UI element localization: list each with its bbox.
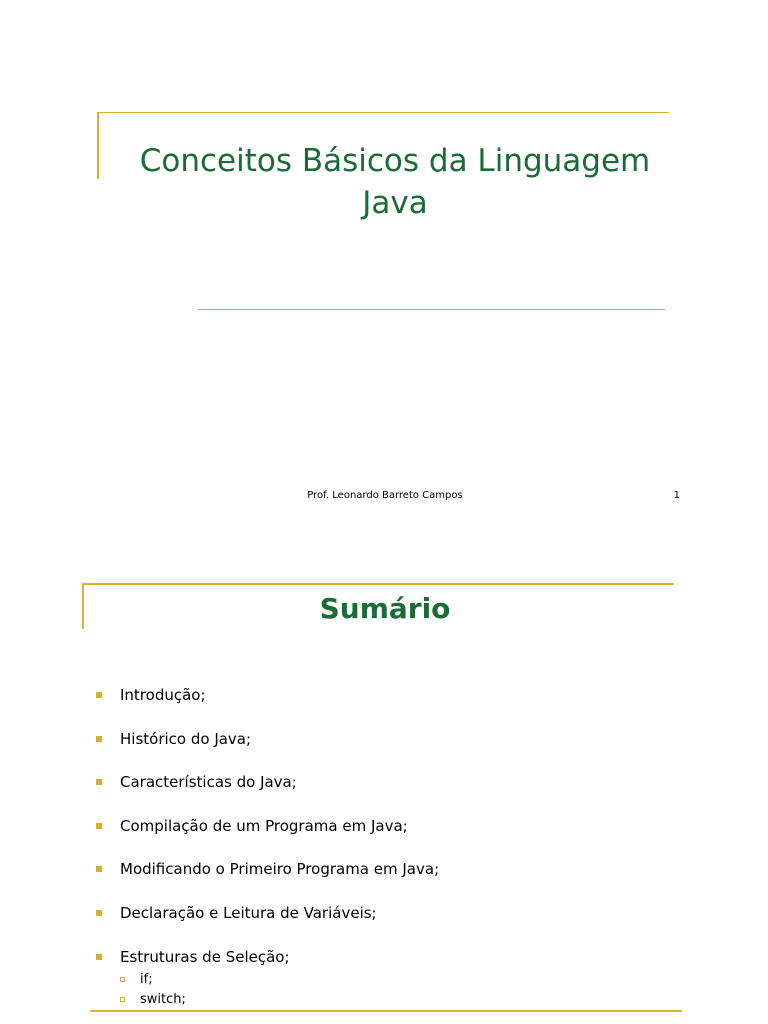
bullet-square-icon	[96, 866, 102, 872]
bullet-square-icon	[96, 910, 102, 916]
top-rule	[97, 112, 669, 113]
bullet-square-icon	[96, 692, 102, 698]
list-item	[96, 856, 439, 900]
slide-title	[100, 140, 690, 224]
list-item	[96, 944, 439, 1010]
sub-list-item-label: switch;	[140, 991, 186, 1007]
list-item	[96, 682, 439, 726]
bullet-square-icon	[96, 779, 102, 785]
top-rule	[82, 583, 674, 585]
bullet-square-icon	[96, 823, 102, 829]
sub-list-item	[120, 990, 439, 1010]
slide-title: Sumário	[319, 592, 451, 625]
page-number: 1	[673, 490, 680, 501]
list-item	[96, 769, 439, 813]
bullet-square-icon	[96, 954, 102, 960]
list-item-label: Características do Java;	[120, 773, 297, 792]
left-rule	[82, 583, 84, 629]
list-item-label: Compilação de um Programa em Java;	[120, 816, 408, 835]
list-item	[96, 900, 439, 944]
sub-list-item-label: if;	[140, 971, 153, 987]
list-item-label: Declaração e Leitura de Variáveis;	[120, 903, 377, 922]
hollow-square-bullet-icon	[120, 977, 125, 982]
title-line-1: Conceitos Básicos da Linguagem	[139, 143, 651, 179]
sub-list	[120, 970, 439, 1010]
title-line-2: Java	[362, 185, 428, 221]
list-item-label: Estruturas de Seleção;	[120, 947, 290, 966]
bottom-rule	[198, 309, 665, 310]
footer-author: Prof. Leonardo Barreto Campos	[307, 490, 463, 501]
bullet-list	[96, 682, 439, 1010]
bullet-square-icon	[96, 736, 102, 742]
slide-2	[0, 560, 768, 1024]
left-rule	[97, 112, 99, 179]
list-item	[96, 813, 439, 857]
list-item-label: Modificando o Primeiro Programa em Java;	[120, 860, 440, 879]
sub-list-item	[120, 970, 439, 990]
bottom-rule	[90, 1010, 682, 1012]
list-item-label: Introdução;	[120, 686, 206, 704]
list-item	[96, 726, 439, 770]
list-item-label: Histórico do Java;	[120, 729, 252, 748]
hollow-square-bullet-icon	[120, 997, 125, 1002]
